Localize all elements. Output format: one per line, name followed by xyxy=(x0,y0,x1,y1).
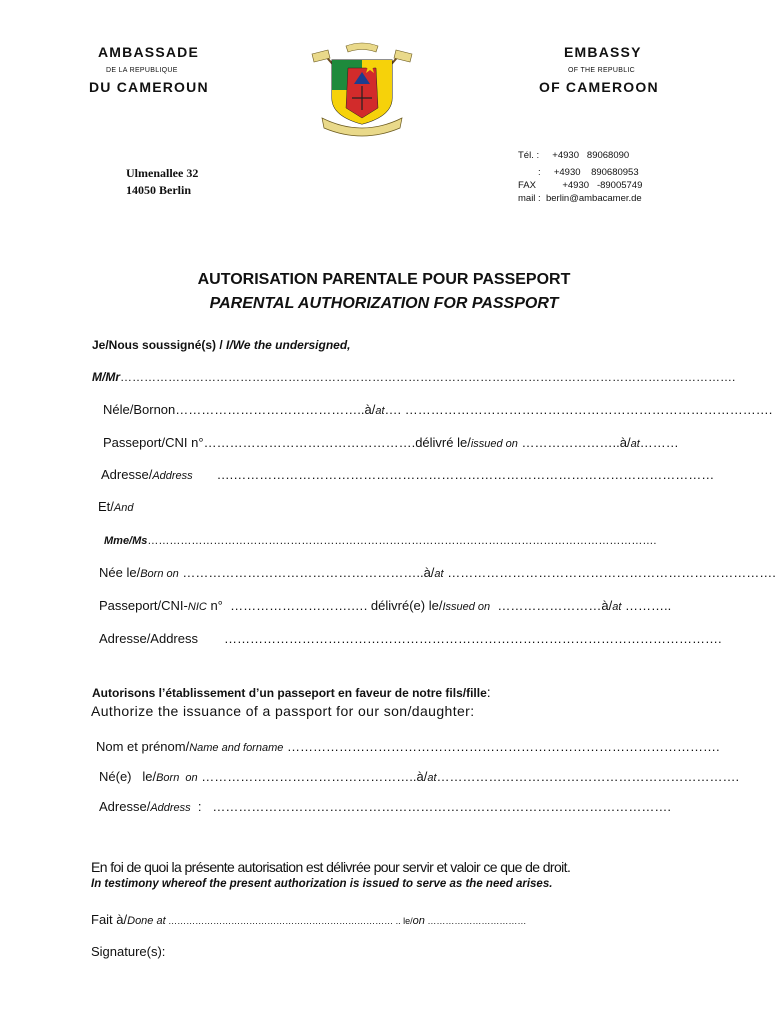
parent1-passport-field[interactable] xyxy=(103,435,679,450)
done-on-en: on xyxy=(412,915,425,927)
child-address-dots: ……………………………………………………………………………………………. xyxy=(212,799,671,814)
child-address-field[interactable] xyxy=(99,799,671,814)
and-fr: Et/ xyxy=(98,499,114,514)
ms-dots: …………………………………………………………………………………………………………………………. xyxy=(147,535,657,547)
parent2-born-field[interactable] xyxy=(99,565,776,580)
parent2-born-label: Née le/ xyxy=(99,565,141,580)
authorize-fr-line xyxy=(92,684,491,700)
done-at-dots: ………………………………………………………………… .. le/ xyxy=(165,916,413,926)
child-name-label: Nom et prénom/ xyxy=(96,739,190,754)
embassy-fr-line3: DU CAMEROUN xyxy=(89,79,209,95)
parent2-at-label: at xyxy=(434,568,444,580)
signature-label[interactable]: Signature(s): xyxy=(91,944,166,959)
parent1-address-label: Adresse/ xyxy=(101,467,153,482)
authorize-en: Authorize the issuance of a passport for our son/daughter: xyxy=(91,703,475,719)
parent1-address-dots: ….………………………………………………………………………………………………… xyxy=(216,467,715,482)
embassy-en-line2: OF THE REPUBLIC xyxy=(568,67,635,74)
parent1-passport-dots: ………………………………………….délivré le/ xyxy=(203,435,471,450)
child-born-field[interactable] xyxy=(99,769,740,784)
embassy-en-line3: OF CAMEROON xyxy=(539,79,659,95)
embassy-fr-line2: DE LA REPUBLIQUE xyxy=(106,67,178,74)
undersigned-fr: Je/Nous soussigné(s) / xyxy=(92,338,227,352)
parent1-at-label: at xyxy=(375,405,385,417)
ms-label: Mme/Ms xyxy=(104,535,148,547)
child-born-label: Né(e) le/ xyxy=(99,769,157,784)
parent1-address-en: Address xyxy=(152,470,193,482)
child-born-en: Born on xyxy=(156,772,198,784)
parent1-issued-label: issued on xyxy=(470,438,518,450)
mr-dots: ………………………………………………………………………………………………………………………………………. xyxy=(120,370,736,384)
and-en: And xyxy=(113,502,134,514)
parent1-born-dots2: …. …………………………………………………………………………. xyxy=(384,402,773,417)
ms-field[interactable] xyxy=(104,535,664,547)
parent2-passport-dots: n° ……………………….…. délivré(e) le/ xyxy=(206,598,443,613)
parent2-born-dots: ………………………………………………..à/ xyxy=(178,565,435,580)
parent1-at2-label: at xyxy=(630,438,640,450)
child-name-dots: ………………………………………………………………………………………. xyxy=(283,739,720,754)
child-address-colon: : xyxy=(190,799,213,814)
parent2-born-en: Born on xyxy=(140,568,179,580)
parent1-born-dots: ……………………………………..à/ xyxy=(175,402,376,417)
parent1-passport-dots3: ……… xyxy=(639,435,679,450)
address-street: Ulmenallee 32 xyxy=(126,166,199,180)
title-fr: AUTORISATION PARENTALE POUR PASSEPORT xyxy=(197,271,571,288)
and-label xyxy=(98,499,133,514)
parent1-born-label: Néle/Bornon xyxy=(103,402,176,417)
authorize-fr: Autorisons l’établissement d’un passeport en faveur de notre fils/fille xyxy=(92,686,487,700)
parent2-address-field[interactable] xyxy=(99,631,722,646)
parent2-nic-label: NIC xyxy=(187,601,207,613)
child-address-label: Adresse/ xyxy=(99,799,151,814)
authorize-colon: : xyxy=(486,684,491,700)
parent2-passport-label: Passeport/CNI- xyxy=(99,598,188,613)
undersigned-en: I/We the undersigned, xyxy=(226,338,351,352)
child-name-en: Name and forname xyxy=(189,742,284,754)
done-on-dots: …………………………… xyxy=(424,916,527,926)
parent2-passport-dots3: ……….. xyxy=(621,598,672,613)
child-born-dots: …………………………………………..à/ xyxy=(197,769,428,784)
done-at-en: Done at xyxy=(127,915,166,927)
parent2-passport-field[interactable] xyxy=(99,598,672,613)
parent1-address-field[interactable] xyxy=(101,467,715,482)
mr-label: M/Mr xyxy=(92,370,120,384)
parent2-address-label: Adresse/Address xyxy=(99,631,198,646)
mr-field[interactable] xyxy=(92,370,736,384)
parent2-address-dots: ……………………………………………………………………………………………………. xyxy=(224,631,722,646)
contact-fax: FAX +4930 -89005749 xyxy=(518,180,643,191)
testimony-fr: En foi de quoi la présente autorisation est délivrée pour servir et valoir ce que de droit. xyxy=(91,859,571,875)
coat-of-arms-emblem xyxy=(308,38,416,138)
contact-tel2: : +4930 890680953 xyxy=(538,167,639,178)
embassy-en-line1: EMBASSY xyxy=(564,44,642,60)
parent1-born-field[interactable] xyxy=(103,402,773,417)
parent1-passport-label: Passeport/CNI n° xyxy=(103,435,204,450)
parent2-issued-label: Issued on xyxy=(442,601,491,613)
contact-mail: mail : berlin@ambacamer.de xyxy=(518,193,642,204)
testimony-en: In testimony whereof the present authorization is issued to serve as the need arises. xyxy=(91,878,553,890)
parent1-passport-dots2: …………………..à/ xyxy=(517,435,631,450)
undersigned-line xyxy=(92,338,351,352)
child-at-label: at xyxy=(427,772,437,784)
parent2-passport-dots2: ……………………à/ xyxy=(490,598,613,613)
parent2-born-dots2: …………………………………………………………………. xyxy=(443,565,776,580)
address-city: 14050 Berlin xyxy=(126,183,191,197)
done-at-label: Fait à/ xyxy=(91,912,128,927)
title-en: PARENTAL AUTHORIZATION FOR PASSPORT xyxy=(209,295,559,312)
contact-tel1: Tél. : +4930 89068090 xyxy=(518,150,630,161)
parent2-at2-label: at xyxy=(612,601,622,613)
child-address-en: Address xyxy=(150,802,191,814)
child-name-field[interactable] xyxy=(96,739,720,754)
embassy-fr-line1: AMBASSADE xyxy=(98,44,200,60)
done-at-field[interactable] xyxy=(91,912,561,927)
child-born-dots2: ……………………………………………………………. xyxy=(436,769,740,784)
